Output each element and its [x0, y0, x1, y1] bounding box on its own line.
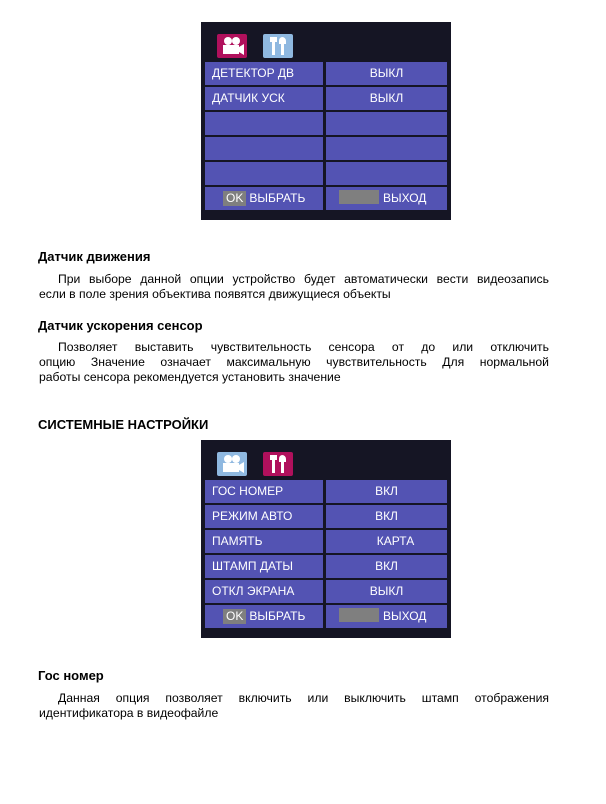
menu-row-value: ВКЛ — [326, 555, 447, 578]
menu-row-value — [326, 112, 447, 135]
video-camera-icon[interactable] — [217, 452, 247, 476]
menu-rows — [205, 480, 447, 630]
exit-label: ВЫХОД — [383, 191, 427, 205]
menu-row-screen-off[interactable] — [205, 580, 447, 603]
menu-row-value: ВЫКЛ — [326, 87, 447, 110]
section-text-plate-number — [39, 691, 549, 721]
menu-row-empty — [205, 112, 447, 135]
section-title-accel-sensor: Датчик ускорения сенсор — [38, 318, 203, 333]
menu-row-memory[interactable] — [205, 530, 447, 553]
menu-row-label — [205, 112, 323, 135]
menu-row-value: ВКЛ — [326, 505, 447, 528]
text-line: если в поле зрения объектива появятся движущиеся объекты — [39, 287, 391, 301]
ok-badge: OK — [223, 191, 246, 206]
menu-row-date-stamp[interactable] — [205, 555, 447, 578]
select-button[interactable] — [205, 187, 323, 210]
section-title-plate-number: Гос номер — [38, 668, 104, 683]
menu-row-value: ВКЛ — [326, 480, 447, 503]
system-settings-menu — [201, 440, 451, 638]
menu-row-value: КАРТА — [326, 530, 447, 553]
text-line: При выборе данной опции устройство будет автоматически вести видеозапись — [58, 272, 549, 286]
menu-row-label: ДАТЧИК УСК — [205, 87, 323, 110]
menu-row-value — [326, 162, 447, 185]
video-camera-icon[interactable] — [217, 34, 247, 58]
text-line: работы сенсора рекомендуется установить значение — [39, 370, 341, 384]
exit-button[interactable] — [326, 187, 447, 210]
menu-row-value: ВЫКЛ — [326, 62, 447, 85]
system-settings-title: СИСТЕМНЫЕ НАСТРОЙКИ — [38, 417, 209, 432]
tools-icon[interactable] — [263, 452, 293, 476]
menu-row-label — [205, 162, 323, 185]
menu-row-value — [326, 137, 447, 160]
menu-key-icon — [339, 190, 379, 204]
menu-row-label: ДЕТЕКТОР ДВ — [205, 62, 323, 85]
menu-footer — [205, 187, 447, 210]
menu-row-value: ВЫКЛ — [326, 580, 447, 603]
menu-key-icon — [339, 608, 379, 622]
select-label: ВЫБРАТЬ — [249, 609, 306, 623]
menu-row-label: ШТАМП ДАТЫ — [205, 555, 323, 578]
menu-row-label: ГОС НОМЕР — [205, 480, 323, 503]
select-label: ВЫБРАТЬ — [249, 191, 306, 205]
section-text-motion-detector — [39, 272, 549, 302]
ok-badge: OK — [223, 609, 246, 624]
section-text-accel-sensor — [39, 340, 549, 385]
menu-row-motion-detector[interactable] — [205, 62, 447, 85]
section-title-motion-detector: Датчик движения — [38, 249, 151, 264]
select-button[interactable] — [205, 605, 323, 628]
menu-row-accel-sensor[interactable] — [205, 87, 447, 110]
exit-button[interactable] — [326, 605, 447, 628]
text-line: опцию Значение означает максимальную чувствительность Для нормальной — [39, 355, 549, 369]
video-settings-menu — [201, 22, 451, 220]
menu-footer — [205, 605, 447, 628]
tools-icon[interactable] — [263, 34, 293, 58]
menu-row-label: ПАМЯТЬ — [205, 530, 323, 553]
menu-row-label — [205, 137, 323, 160]
menu-row-auto-mode[interactable] — [205, 505, 447, 528]
menu-row-plate-number[interactable] — [205, 480, 447, 503]
text-line: идентификатора в видеофайле — [39, 706, 219, 720]
menu-row-label: ОТКЛ ЭКРАНА — [205, 580, 323, 603]
menu-row-empty — [205, 162, 447, 185]
text-line: Позволяет выставить чувствительность сенсора от до или отключить — [58, 340, 549, 354]
text-line: Данная опция позволяет включить или выключить штамп отображения — [58, 691, 549, 705]
menu-row-empty — [205, 137, 447, 160]
menu-rows — [205, 62, 447, 212]
menu-row-label: РЕЖИМ АВТО — [205, 505, 323, 528]
exit-label: ВЫХОД — [383, 609, 427, 623]
